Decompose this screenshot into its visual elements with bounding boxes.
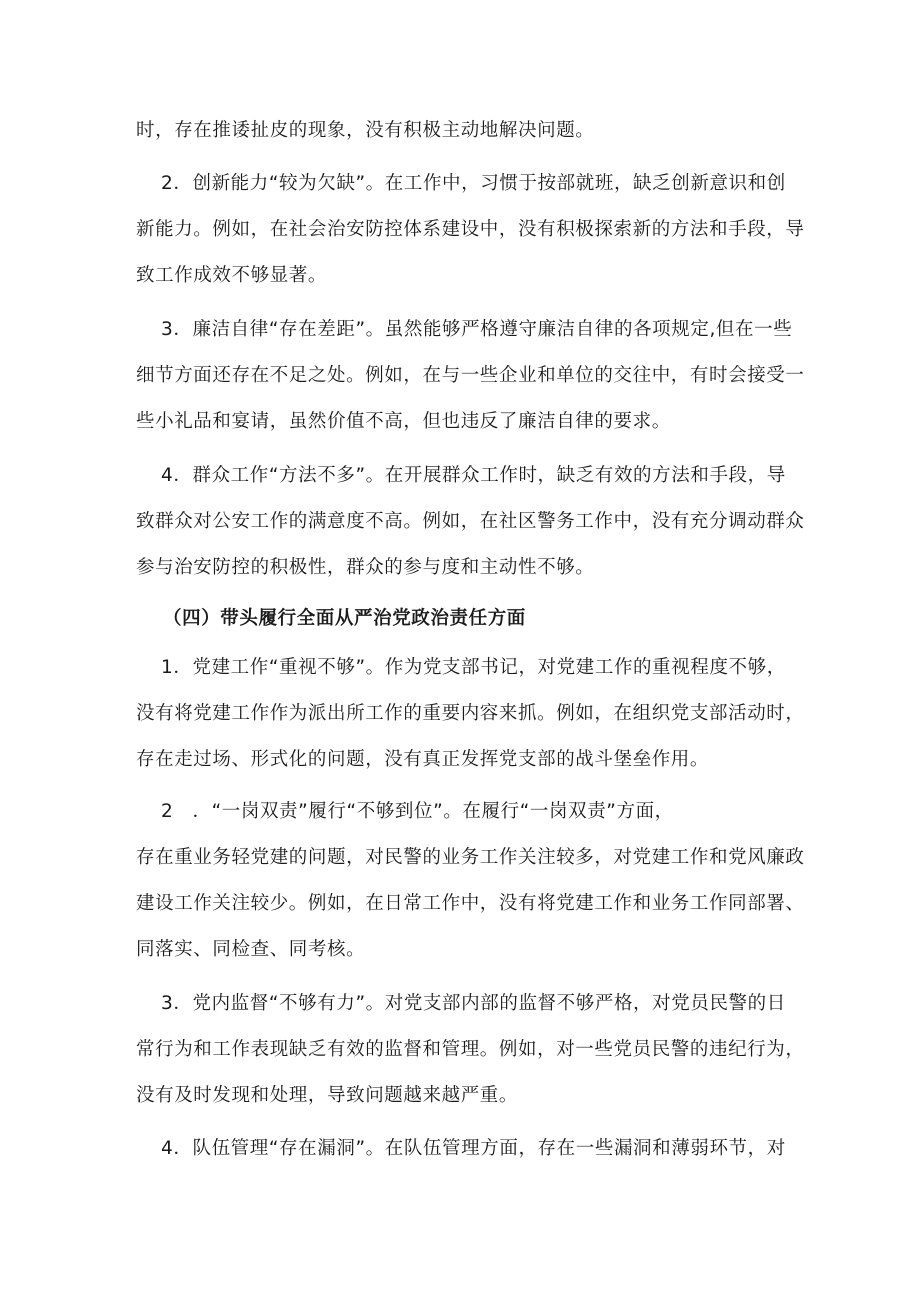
text-line: 参与治安防控的积极性，群众的参与度和主动性不够。 bbox=[136, 557, 595, 578]
text-line: 建设工作关注较少。例如，在日常工作中，没有将党建工作和业务工作同部署、 bbox=[136, 893, 805, 914]
text-line: 没有及时发现和处理，导致问题越来越严重。 bbox=[136, 1085, 519, 1106]
text-line: 新能力。例如，在社会治安防控体系建设中，没有积极探索新的方法和手段，导 bbox=[136, 219, 805, 240]
text-line: 存在走过场、形式化的问题，没有真正发挥党支部的战斗堡垒作用。 bbox=[136, 749, 710, 770]
text-line: 2 ．“一岗双责”履行“不够到位”。在履行“一岗双责”方面， bbox=[161, 801, 674, 822]
text-line: 些小礼品和宴请，虽然价值不高，但也违反了廉洁自律的要求。 bbox=[136, 411, 671, 432]
text-line: 致工作成效不够显著。 bbox=[136, 265, 328, 286]
text-line: 1．党建工作“重视不够”。作为党支部书记，对党建工作的重视程度不够， bbox=[161, 657, 786, 678]
text-line: 时，存在推诿扯皮的现象，没有积极主动地解决问题。 bbox=[136, 120, 595, 141]
text-line: 4．群众工作“方法不多”。在开展群众工作时，缺乏有效的方法和手段，导 bbox=[161, 465, 786, 486]
text-line: 细节方面还存在不足之处。例如，在与一些企业和单位的交往中，有时会接受一 bbox=[136, 365, 805, 386]
text-line: 3．党内监督“不够有力”。对党支部内部的监督不够严格，对党员民警的日 bbox=[161, 993, 786, 1014]
text-line: 4．队伍管理“存在漏洞”。在队伍管理方面，存在一些漏洞和薄弱环节，对 bbox=[161, 1138, 786, 1159]
text-line: 3．廉洁自律“存在差距”。虽然能够严格遵守廉洁自律的各项规定,但在一些 bbox=[161, 319, 793, 340]
text-line: 2．创新能力“较为欠缺”。在工作中，习惯于按部就班，缺乏创新意识和创 bbox=[161, 173, 786, 194]
text-line: 存在重业务轻党建的问题，对民警的业务工作关注较多，对党建工作和党风廉政 bbox=[136, 847, 805, 868]
text-line: 致群众对公安工作的满意度不高。例如，在社区警务工作中，没有充分调动群众 bbox=[136, 511, 805, 532]
text-line: 同落实、同检查、同考核。 bbox=[136, 939, 366, 960]
text-line: 没有将党建工作作为派出所工作的重要内容来抓。例如，在组织党支部活动时， bbox=[136, 703, 805, 724]
text-line: 常行为和工作表现缺乏有效的监督和管理。例如，对一些党员民警的违纪行为， bbox=[136, 1039, 805, 1060]
section-heading: （四）带头履行全面从严治党政治责任方面 bbox=[163, 608, 526, 629]
